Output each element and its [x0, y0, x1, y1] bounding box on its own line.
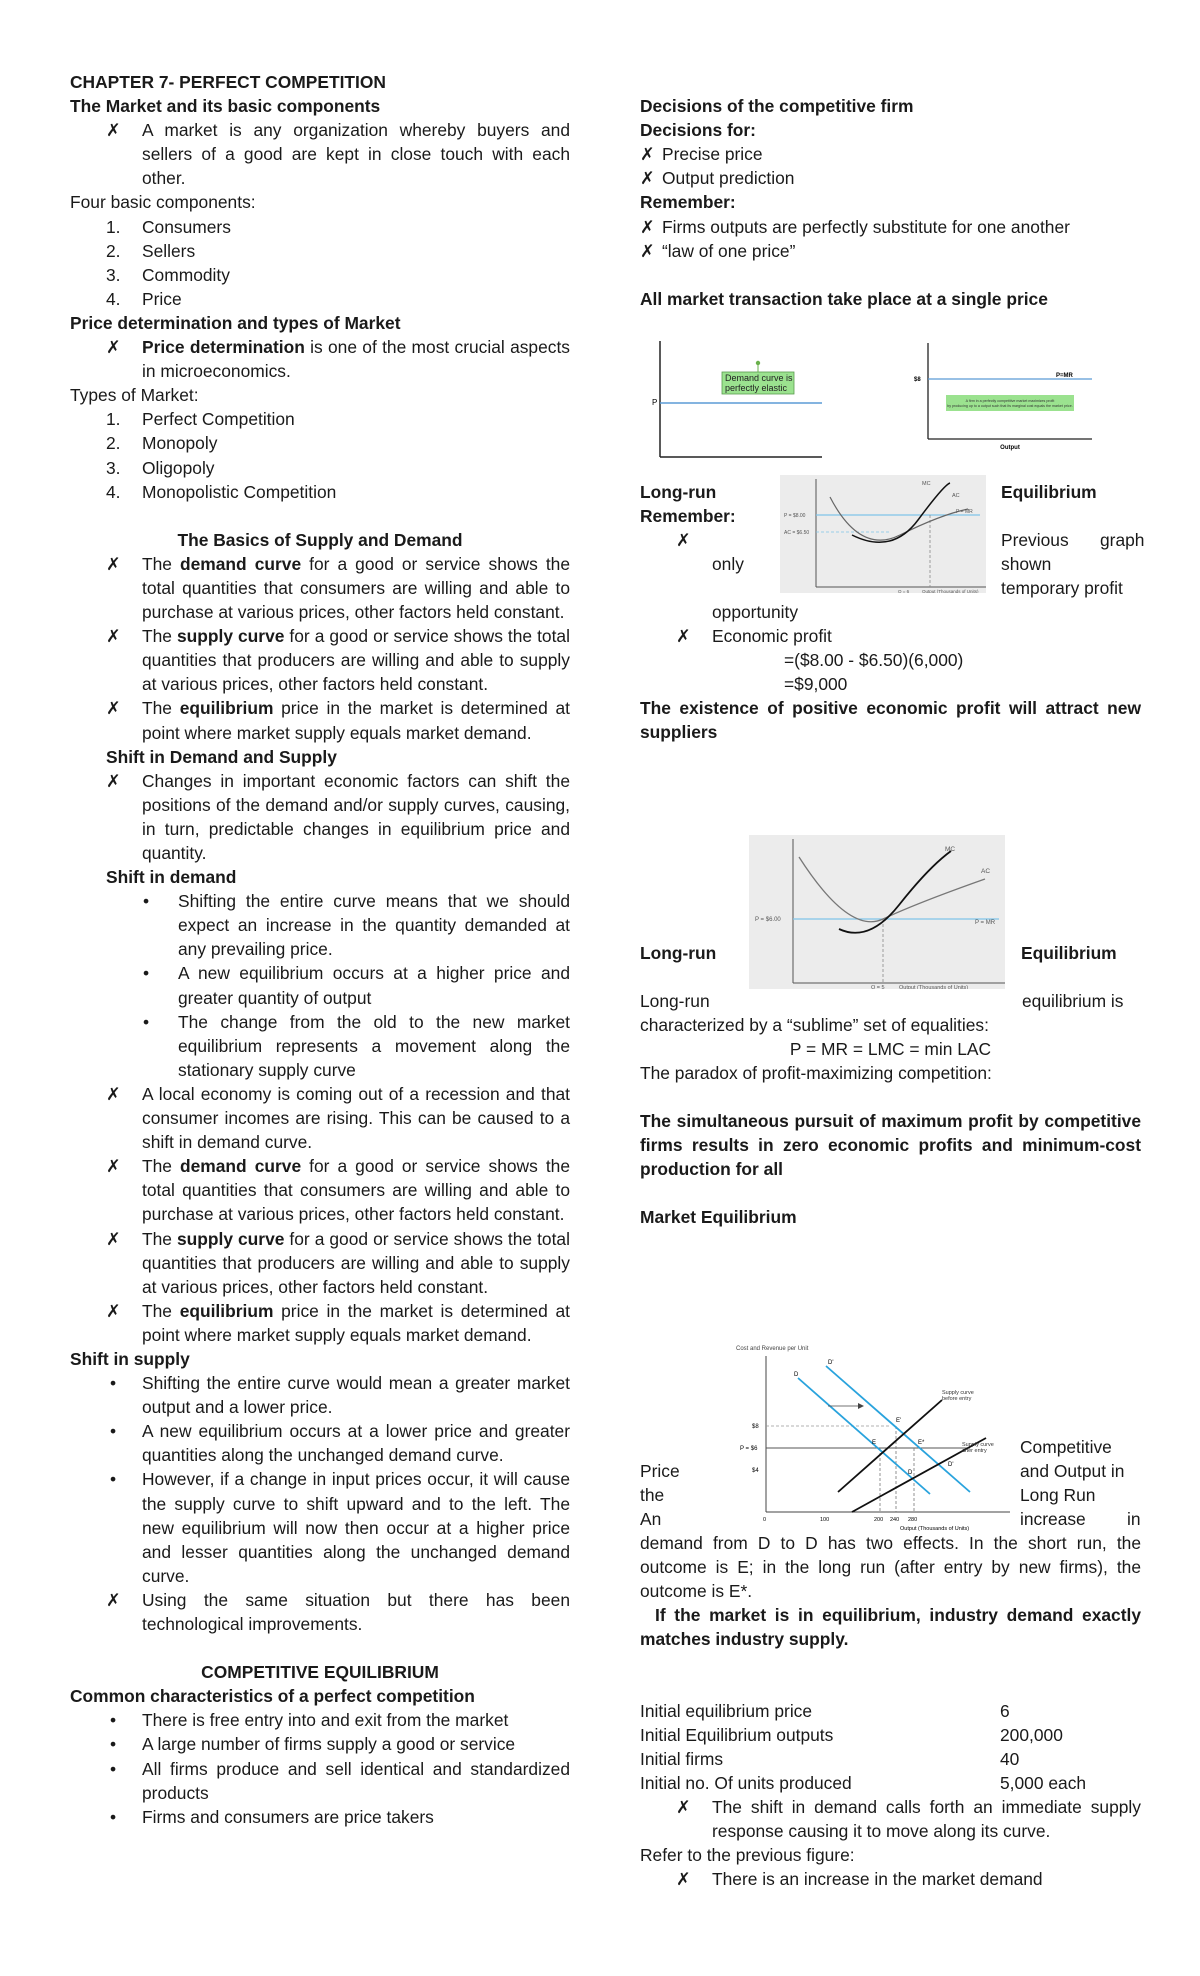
types-label: Types of Market: — [70, 385, 199, 406]
heading-market-equilibrium: Market Equilibrium — [640, 1207, 797, 1227]
fig5-e-label: E — [872, 1440, 877, 1446]
bullet-icon: • — [110, 1806, 117, 1827]
heading-basics-supply-demand: The Basics of Supply and Demand — [177, 529, 463, 550]
cross-mark-icon: ✗ — [676, 1797, 691, 1817]
list-item: ✗ Price determination is one of the most crucial aspects in microeconomics. — [70, 335, 570, 383]
heading-decisions: Decisions of the competitive firm — [640, 96, 914, 117]
table-row: Initial equilibrium price 6 — [640, 1701, 1010, 1721]
fig5-eprime-label: E' — [896, 1418, 902, 1424]
fig2-note-line-2: by producing up to a output such that its marginal cost equals the market price. — [947, 404, 1073, 408]
lr2-equilibrium: Equilibrium — [1021, 943, 1117, 963]
cross-mark-icon: ✗ — [106, 770, 121, 791]
cross-mark-icon: ✗ — [106, 1156, 121, 1177]
lr1-shown: shown — [1001, 554, 1052, 574]
fig2-output-label: Output — [1000, 445, 1020, 451]
list-item: ✗ A local economy is coming out of a recession and that consumer incomes are rising. This can be caused to a shift in demand curve. — [70, 1082, 570, 1154]
heading-shift-demand-supply: Shift in Demand and Supply — [106, 746, 337, 767]
cross-mark-icon: ✗ — [676, 1869, 691, 1889]
list-item: • A new equilibrium occurs at a higher price and greater quantity of output — [70, 961, 570, 1009]
lr2-text-b: equilibrium is — [1022, 991, 1124, 1011]
lr1-long-run: Long-run — [640, 482, 717, 502]
cross-mark-icon: ✗ — [106, 337, 121, 358]
list-item: 1. Consumers — [106, 216, 231, 237]
list-item: 3. Commodity — [106, 264, 230, 285]
list-item: 2. Sellers — [106, 240, 196, 261]
list-item: 2. Monopoly — [106, 433, 218, 454]
fig3-ac-label: AC — [952, 493, 960, 499]
lr1-equilibrium: Equilibrium — [1001, 482, 1097, 502]
fig5-dprime-lower-label: D' — [948, 1462, 954, 1468]
cross-mark-icon: ✗ — [676, 626, 691, 646]
cross-mark-icon: ✗ — [676, 530, 691, 550]
fig3-ac-value-label: AC = $6.50 — [784, 530, 810, 536]
heading-common-characteristics: Common characteristics of a perfect competition — [70, 1686, 475, 1707]
list-item: • There is free entry into and exit from the market — [70, 1708, 570, 1732]
fig5-supply-before-label: Supply curve — [942, 1390, 974, 1396]
cap-an: An — [640, 1509, 662, 1529]
cross-mark-icon: ✗ — [106, 120, 121, 141]
list-item: ✗ Changes in important economic factors can shift the positions of the demand and/or supply curves, causing, in turn, predictable changes in equilibrium price and quantity. — [70, 769, 570, 865]
list-item: ✗ Output prediction — [640, 166, 1141, 190]
bullet-icon: • — [110, 1758, 117, 1779]
lr1-calc2: =$9,000 — [784, 674, 848, 694]
list-item: • Firms and consumers are price takers — [70, 1805, 570, 1829]
list-item: • A large number of firms supply a good or service — [70, 1732, 570, 1756]
chapter-title: CHAPTER 7- PERFECT COMPETITION — [70, 72, 386, 92]
figure-elastic-demand-svg — [652, 335, 824, 461]
fig5-x200-label: 200 — [874, 1517, 884, 1523]
cap-long-run: Long Run — [1020, 1485, 1096, 1505]
fig5-x240-label: 240 — [890, 1517, 900, 1523]
figure-long-run-equilibrium-svg — [749, 835, 1005, 989]
figure-short-run-profit — [780, 475, 986, 593]
list-item: ✗ The equilibrium price in the market is determined at point where market supply equals market demand. — [70, 1299, 570, 1347]
fig3-mc-label: MC — [922, 481, 931, 487]
figure-market-entry — [730, 1342, 1012, 1532]
cross-mark-icon: ✗ — [640, 144, 655, 165]
fig2-pmr-label: P=MR — [1056, 373, 1073, 379]
lr2-long-run: Long-run — [640, 943, 717, 963]
fig5-x100-label: 100 — [820, 1517, 830, 1523]
lr1-calc1: =($8.00 - $6.50)(6,000) — [784, 650, 964, 670]
fig5-x280-label: 280 — [908, 1517, 918, 1523]
list-item: 4. Monopolistic Competition — [106, 481, 337, 502]
fig3-pmr-label: P = MR — [956, 509, 973, 515]
callout-line-2: perfectly elastic — [725, 383, 788, 393]
lr1-opportunity: opportunity — [712, 602, 799, 622]
positive-profit-statement: The existence of positive economic profit will attract new suppliers — [640, 698, 1141, 743]
bullet-icon: • — [110, 1734, 117, 1755]
cap-rest: demand from D to D has two effects. In the short run, the outcome is E; in the long run (after entry by new firms), the outcome is E*. — [640, 1533, 1141, 1602]
fig4-ac-label: AC — [981, 868, 991, 875]
remember-label: Remember: — [640, 192, 736, 213]
lr1-remember: Remember: — [640, 506, 736, 526]
list-item: ✗ The demand curve for a good or service shows the total quantities that consumers are willing and able to purchase at various prices, other factors held constant. — [70, 1154, 570, 1226]
fig5-p8-label: $8 — [752, 1424, 759, 1430]
heading-competitive-equilibrium: COMPETITIVE EQUILIBRIUM — [201, 1662, 439, 1683]
cross-mark-icon: ✗ — [106, 1589, 121, 1610]
fig5-xlabel: Output (Thousands of Units) — [900, 1526, 970, 1532]
list-item: • However, if a change in input prices occur, it will cause the supply curve to shift upward and to the left. The new equilibrium will now then occur at a higher price and lesser quantities along the unchanged demand curve. — [70, 1467, 570, 1587]
list-item: ✗ Using the same situation but there has been technological improvements. — [70, 1588, 570, 1636]
cross-mark-icon: ✗ — [640, 240, 655, 261]
increase-market-item: ✗ There is an increase in the market demand — [640, 1867, 1141, 1891]
fig3-output-label: Output (Thousands of Units) — [922, 589, 979, 593]
fig5-supply-after-label: Supply curve — [962, 1442, 994, 1448]
cross-mark-icon: ✗ — [106, 626, 121, 647]
list-item: ✗ “law of one price” — [640, 239, 1141, 263]
figure-price-equals-mr-svg — [906, 339, 1092, 455]
figure-price-equals-mr — [906, 339, 1092, 455]
heading-price-determination: Price determination and types of Market — [70, 312, 401, 333]
fig4-output-label: Output (Thousands of Units) — [899, 985, 969, 989]
figure-market-entry-svg — [730, 1342, 1012, 1532]
table-row: Initial Equilibrium outputs 200,000 — [640, 1725, 1063, 1746]
bullet-icon: • — [110, 1469, 117, 1490]
fig4-pmr-label: P = MR — [975, 920, 996, 926]
svg-text:before entry: before entry — [942, 1396, 972, 1402]
list-item: ✗ Firms outputs are perfectly substitute for one another — [640, 215, 1141, 239]
equalities: P = MR = LMC = min LAC — [789, 1039, 992, 1059]
table-row: Initial firms 40 — [640, 1749, 1020, 1770]
bullet-icon: • — [143, 891, 150, 912]
right-column — [640, 70, 1141, 311]
bullet-icon: • — [110, 1421, 117, 1442]
list-item: ✗ The supply curve for a good or service shows the total quantities that producers are willing and able to supply at various prices, other factors held constant. — [70, 1227, 570, 1299]
left-column — [70, 70, 570, 1829]
cap-and-output: and Output in — [1020, 1461, 1125, 1481]
cross-mark-icon: ✗ — [106, 1083, 121, 1104]
list-item: ✗ Precise price — [640, 142, 1141, 166]
list-item: ✗ The supply curve for a good or service shows the total quantities that producers are willing and able to supply at various prices, other factors held constant. — [70, 624, 570, 696]
list-item: 3. Oligopoly — [106, 457, 215, 478]
shift-demand-item: ✗ The shift in demand calls forth an immediate supply response causing it to move along its curve. — [640, 1795, 1141, 1843]
lr1-econ: Economic profit — [712, 626, 832, 646]
fig4-q-label: Q = 5 — [871, 985, 885, 989]
list-item: • Shifting the entire curve means that we should expect an increase in the quantity demanded at any prevailing price. — [70, 889, 570, 961]
decisions-for-label: Decisions for: — [640, 120, 756, 141]
cross-mark-icon: ✗ — [106, 1300, 121, 1321]
fig5-d-label: D — [794, 1372, 799, 1378]
lr2-text-c: characterized by a “sublime” set of equalities: — [640, 1015, 989, 1035]
cross-mark-icon: ✗ — [640, 168, 655, 189]
figure-short-run-profit-svg — [780, 475, 986, 593]
fig5-x0-label: 0 — [763, 1517, 767, 1523]
svg-text:after entry: after entry — [962, 1448, 987, 1454]
list-item: ✗ The equilibrium price in the market is determined at point where market supply equals market demand. — [70, 696, 570, 744]
refer-label: Refer to the previous figure: — [640, 1845, 855, 1865]
fig5-ylabel: Cost and Revenue per Unit — [736, 1346, 809, 1352]
list-item: • Shifting the entire curve would mean a greater market output and a lower price. — [70, 1371, 570, 1419]
lr2-text-a: Long-run — [640, 991, 710, 1011]
list-item: ✗ The demand curve for a good or service shows the total quantities that consumers are willing and able to purchase at various prices, other factors held constant. — [70, 552, 570, 624]
fig4-mc-label: MC — [945, 846, 956, 853]
list-item: ✗ A market is any organization whereby buyers and sellers of a good are kept in close touch with each other. — [70, 118, 570, 190]
fig2-price-label: $8 — [914, 377, 921, 383]
cross-mark-icon: ✗ — [106, 1228, 121, 1249]
bullet-icon: • — [143, 1011, 150, 1032]
initial-values-table — [640, 1699, 1141, 1795]
cap-competitive: Competitive — [1020, 1437, 1112, 1457]
list-item: 4. Price — [106, 288, 182, 309]
fig2-note-line-1: A firm in a perfectly competitive market maximizes profit — [965, 399, 1055, 403]
fig3-q-label: Q = 6 — [898, 589, 910, 593]
lr1-previous: Previous — [1001, 530, 1069, 550]
cap-in: in — [1127, 1509, 1141, 1529]
bullet-icon: • — [110, 1710, 117, 1731]
fig3-price-label: P = $8.00 — [784, 513, 806, 519]
list-item: • A new equilibrium occurs at a lower price and greater quantities along the unchanged demand curve. — [70, 1419, 570, 1467]
fig5-estar-label: E* — [918, 1440, 925, 1446]
fig5-d-lower-label: D — [908, 1470, 913, 1476]
lr1-only: only — [712, 554, 744, 574]
list-item: 1. Perfect Competition — [106, 409, 295, 430]
heading-shift-in-demand: Shift in demand — [106, 867, 237, 888]
cap-increase: increase — [1020, 1509, 1086, 1529]
cross-mark-icon: ✗ — [640, 216, 655, 237]
bullet-icon: • — [143, 963, 150, 984]
table-row: Initial no. Of units produced 5,000 each — [640, 1773, 1087, 1794]
lr1-graph: graph — [1100, 530, 1145, 550]
figure-elastic-demand — [652, 335, 824, 461]
heading-shift-in-supply: Shift in supply — [70, 1348, 190, 1369]
fig5-p4-label: $4 — [752, 1468, 759, 1474]
components-label: Four basic components: — [70, 192, 256, 213]
list-item: • All firms produce and sell identical and standardized products — [70, 1757, 570, 1805]
cap-price: Price — [640, 1461, 680, 1481]
cap-the: the — [640, 1485, 665, 1505]
callout-line-1: Demand curve is — [725, 373, 793, 383]
fig5-dprime-label: D' — [828, 1360, 834, 1366]
price-axis-label: P — [652, 398, 658, 407]
cross-mark-icon: ✗ — [106, 698, 121, 719]
figure-long-run-equilibrium — [749, 835, 1005, 989]
lr1-temp: temporary profit — [1001, 578, 1123, 598]
heading-market-components: The Market and its basic components — [70, 96, 381, 117]
industry-statement: If the market is in equilibrium, industry demand exactly matches industry supply. — [640, 1605, 1141, 1650]
fig4-price-label: P = $6.00 — [755, 917, 781, 923]
list-item: • The change from the old to the new market equilibrium represents a movement along the stationary supply curve — [70, 1010, 570, 1082]
bullet-icon: • — [110, 1373, 117, 1394]
paradox-statement: The simultaneous pursuit of maximum profit by competitive firms results in zero economic profits and minimum-cost production for all — [640, 1111, 1141, 1180]
single-price-statement: All market transaction take place at a single price — [640, 288, 1048, 309]
fig5-p6-label: P = $6 — [740, 1446, 758, 1452]
cross-mark-icon: ✗ — [106, 553, 121, 574]
paradox-label: The paradox of profit-maximizing competition: — [640, 1063, 992, 1083]
